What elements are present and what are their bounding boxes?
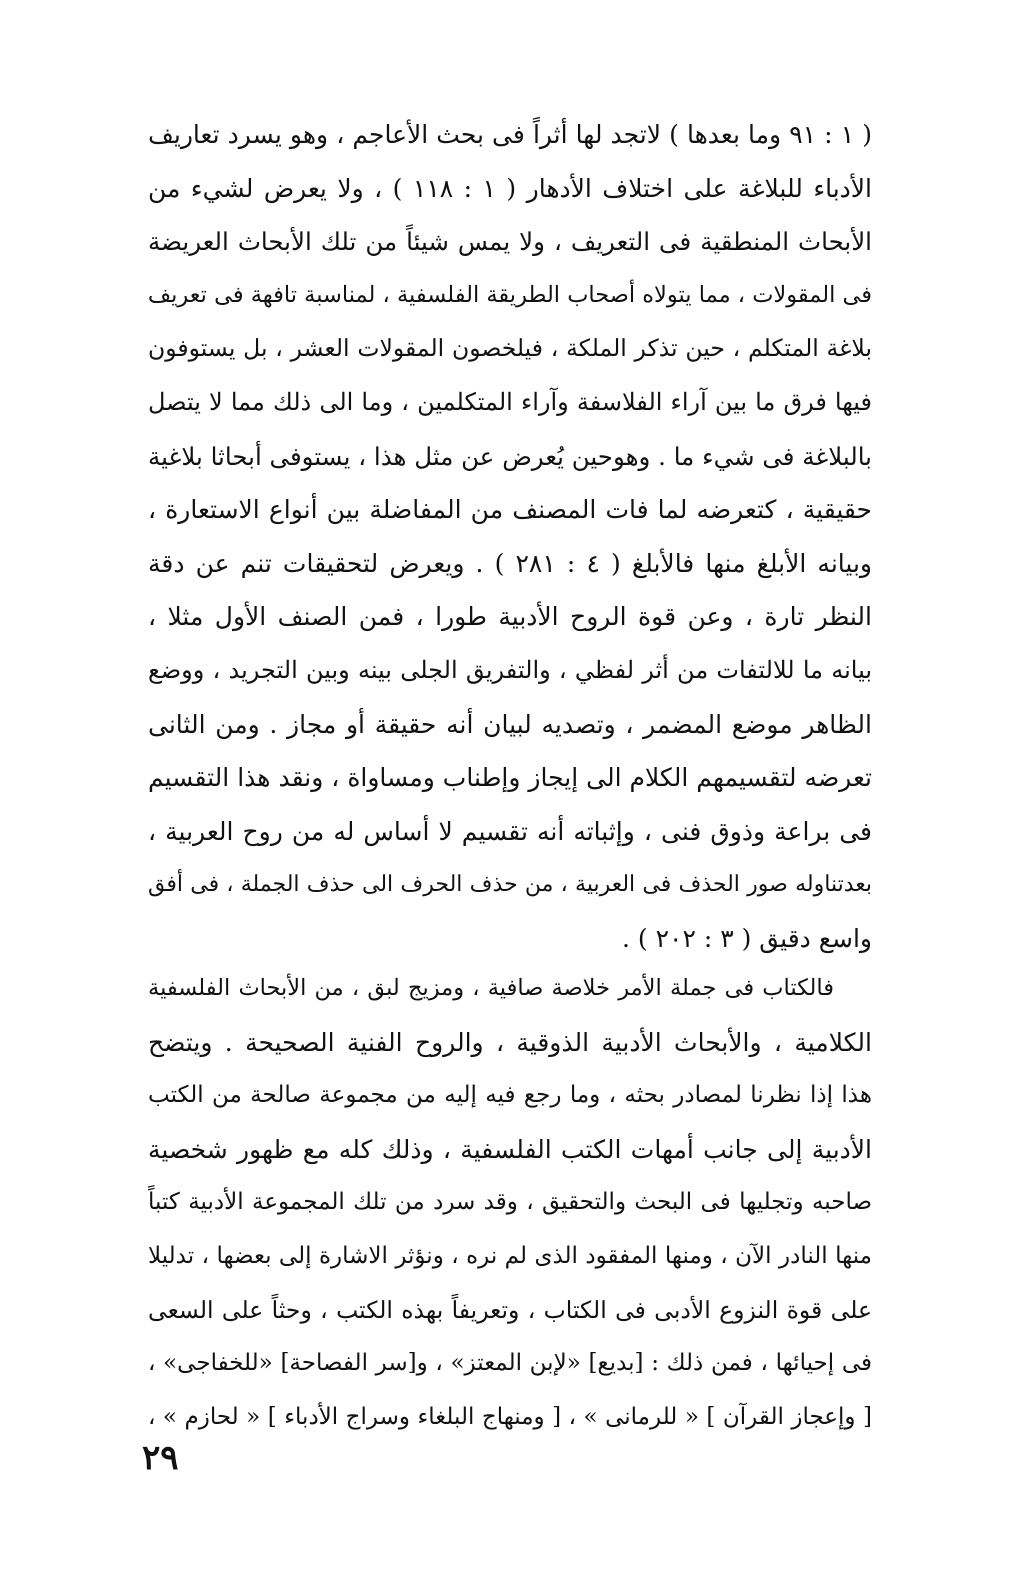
text-line: فالكتاب فى جملة الأمر خلاصة صافية ، ومزيج لبق ، من الأبحاث الفلسفية — [148, 975, 834, 1001]
text-line: بلاغة المتكلم ، حين تذكر الملكة ، فيلخصون المقولات العشر ، بل يستوفون — [148, 334, 872, 363]
text-line: منها النادر الآن ، ومنها المفقود الذى لم نره ، ونؤثر الاشارة إلى بعضها ، تدليلا — [148, 1242, 872, 1269]
paragraph-2 — [148, 962, 872, 1444]
text-line: واسع دقيق ( ٣ : ٢٠٢ ) . — [622, 923, 872, 953]
text-line: [ وإعجاز القرآن ] « للرمانى » ، [ ومنهاج البلغاء وسراج الأدباء ] « لحازم » ، — [148, 1403, 872, 1430]
text-line: بعدتناوله صور الحذف فى العربية ، من حذف الحرف الى حذف الجملة ، فى أفق — [148, 872, 872, 898]
text-line: ( ١ : ٩١ وما بعدها ) لاتجد لها أثراً فى بحث الأعاجم ، وهو يسرد تعاريف — [148, 120, 872, 149]
text-line: الأدباء للبلاغة على اختلاف الأدهار ( ١ : ١١٨ ) ، ولا يعرض لشيء من — [148, 173, 872, 203]
text-line: فى إحيائها ، فمن ذلك : [بديع] «لإبن المعتز» ، و[سر الفصاحة] «للخفاجى» ، — [148, 1350, 872, 1377]
text-line: فيها فرق ما بين آراء الفلاسفة وآراء المتكلمين ، وما الى ذلك مما لا يتصل — [148, 387, 872, 416]
text-line: على قوة النزوع الأدبى فى الكتاب ، وتعريفاً بهذه الكتب ، وحثاً على السعى — [148, 1295, 872, 1324]
text-line: فى براعة وذوق فنى ، وإثباته أنه تقسيم لا أساس له من روح العربية ، — [148, 816, 872, 846]
text-line: فى المقولات ، مما يتولاه أصحاب الطريقة الفلسفية ، لمناسبة تافهة فى تعريف — [148, 281, 872, 308]
text-line: تعرضه لتقسيمهم الكلام الى إيجاز وإطناب ومساواة ، ونقد هذا التقسيم — [148, 763, 872, 793]
text-line: صاحبه وتجليها فى البحث والتحقيق ، وقد سرد من تلك المجموعة الأدبية كتباً — [148, 1189, 872, 1216]
paragraph-1 — [148, 108, 872, 966]
text-line: الظاهر موضع المضمر ، وتصديه لبيان أنه حقيقة أو مجاز . ومن الثانى — [148, 709, 872, 739]
page-number: ٢٩ — [142, 1438, 179, 1478]
text-line: هذا إذا نظرنا لمصادر بحثه ، وما رجع فيه إليه من مجموعة صالحة من الكتب — [148, 1082, 872, 1109]
text-line: بيانه ما للالتفات من أثر لفظي ، والتفريق الجلى بينه وبين التجريد ، ووضع — [148, 655, 872, 684]
text-line: وبيانه الأبلغ منها فالأبلغ ( ٤ : ٢٨١ ) . ويعرض لتحقيقات تنم عن دقة — [148, 548, 872, 578]
text-line: الأبحاث المنطقية فى التعريف ، ولا يمس شيئاً من تلك الأبحاث العريضة — [148, 227, 872, 257]
text-line: بالبلاغة فى شيء ما . وهوحين يُعرض عن مثل هذا ، يستوفى أبحاثا بلاغية — [148, 441, 872, 471]
text-line: الكلامية ، والأبحاث الأدبية الذوقية ، والروح الفنية الصحيحة . ويتضح — [148, 1027, 872, 1057]
text-line: الأدبية إلى جانب أمهات الكتب الفلسفية ، وذلك كله مع ظهور شخصية — [148, 1134, 872, 1164]
text-line: النظر تارة ، وعن قوة الروح الأدبية طورا ، فمن الصنف الأول مثلا ، — [148, 602, 872, 632]
text-line: حقيقية ، كتعرضه لما فات المصنف من المفاضلة بين أنواع الاستعارة ، — [148, 495, 872, 525]
